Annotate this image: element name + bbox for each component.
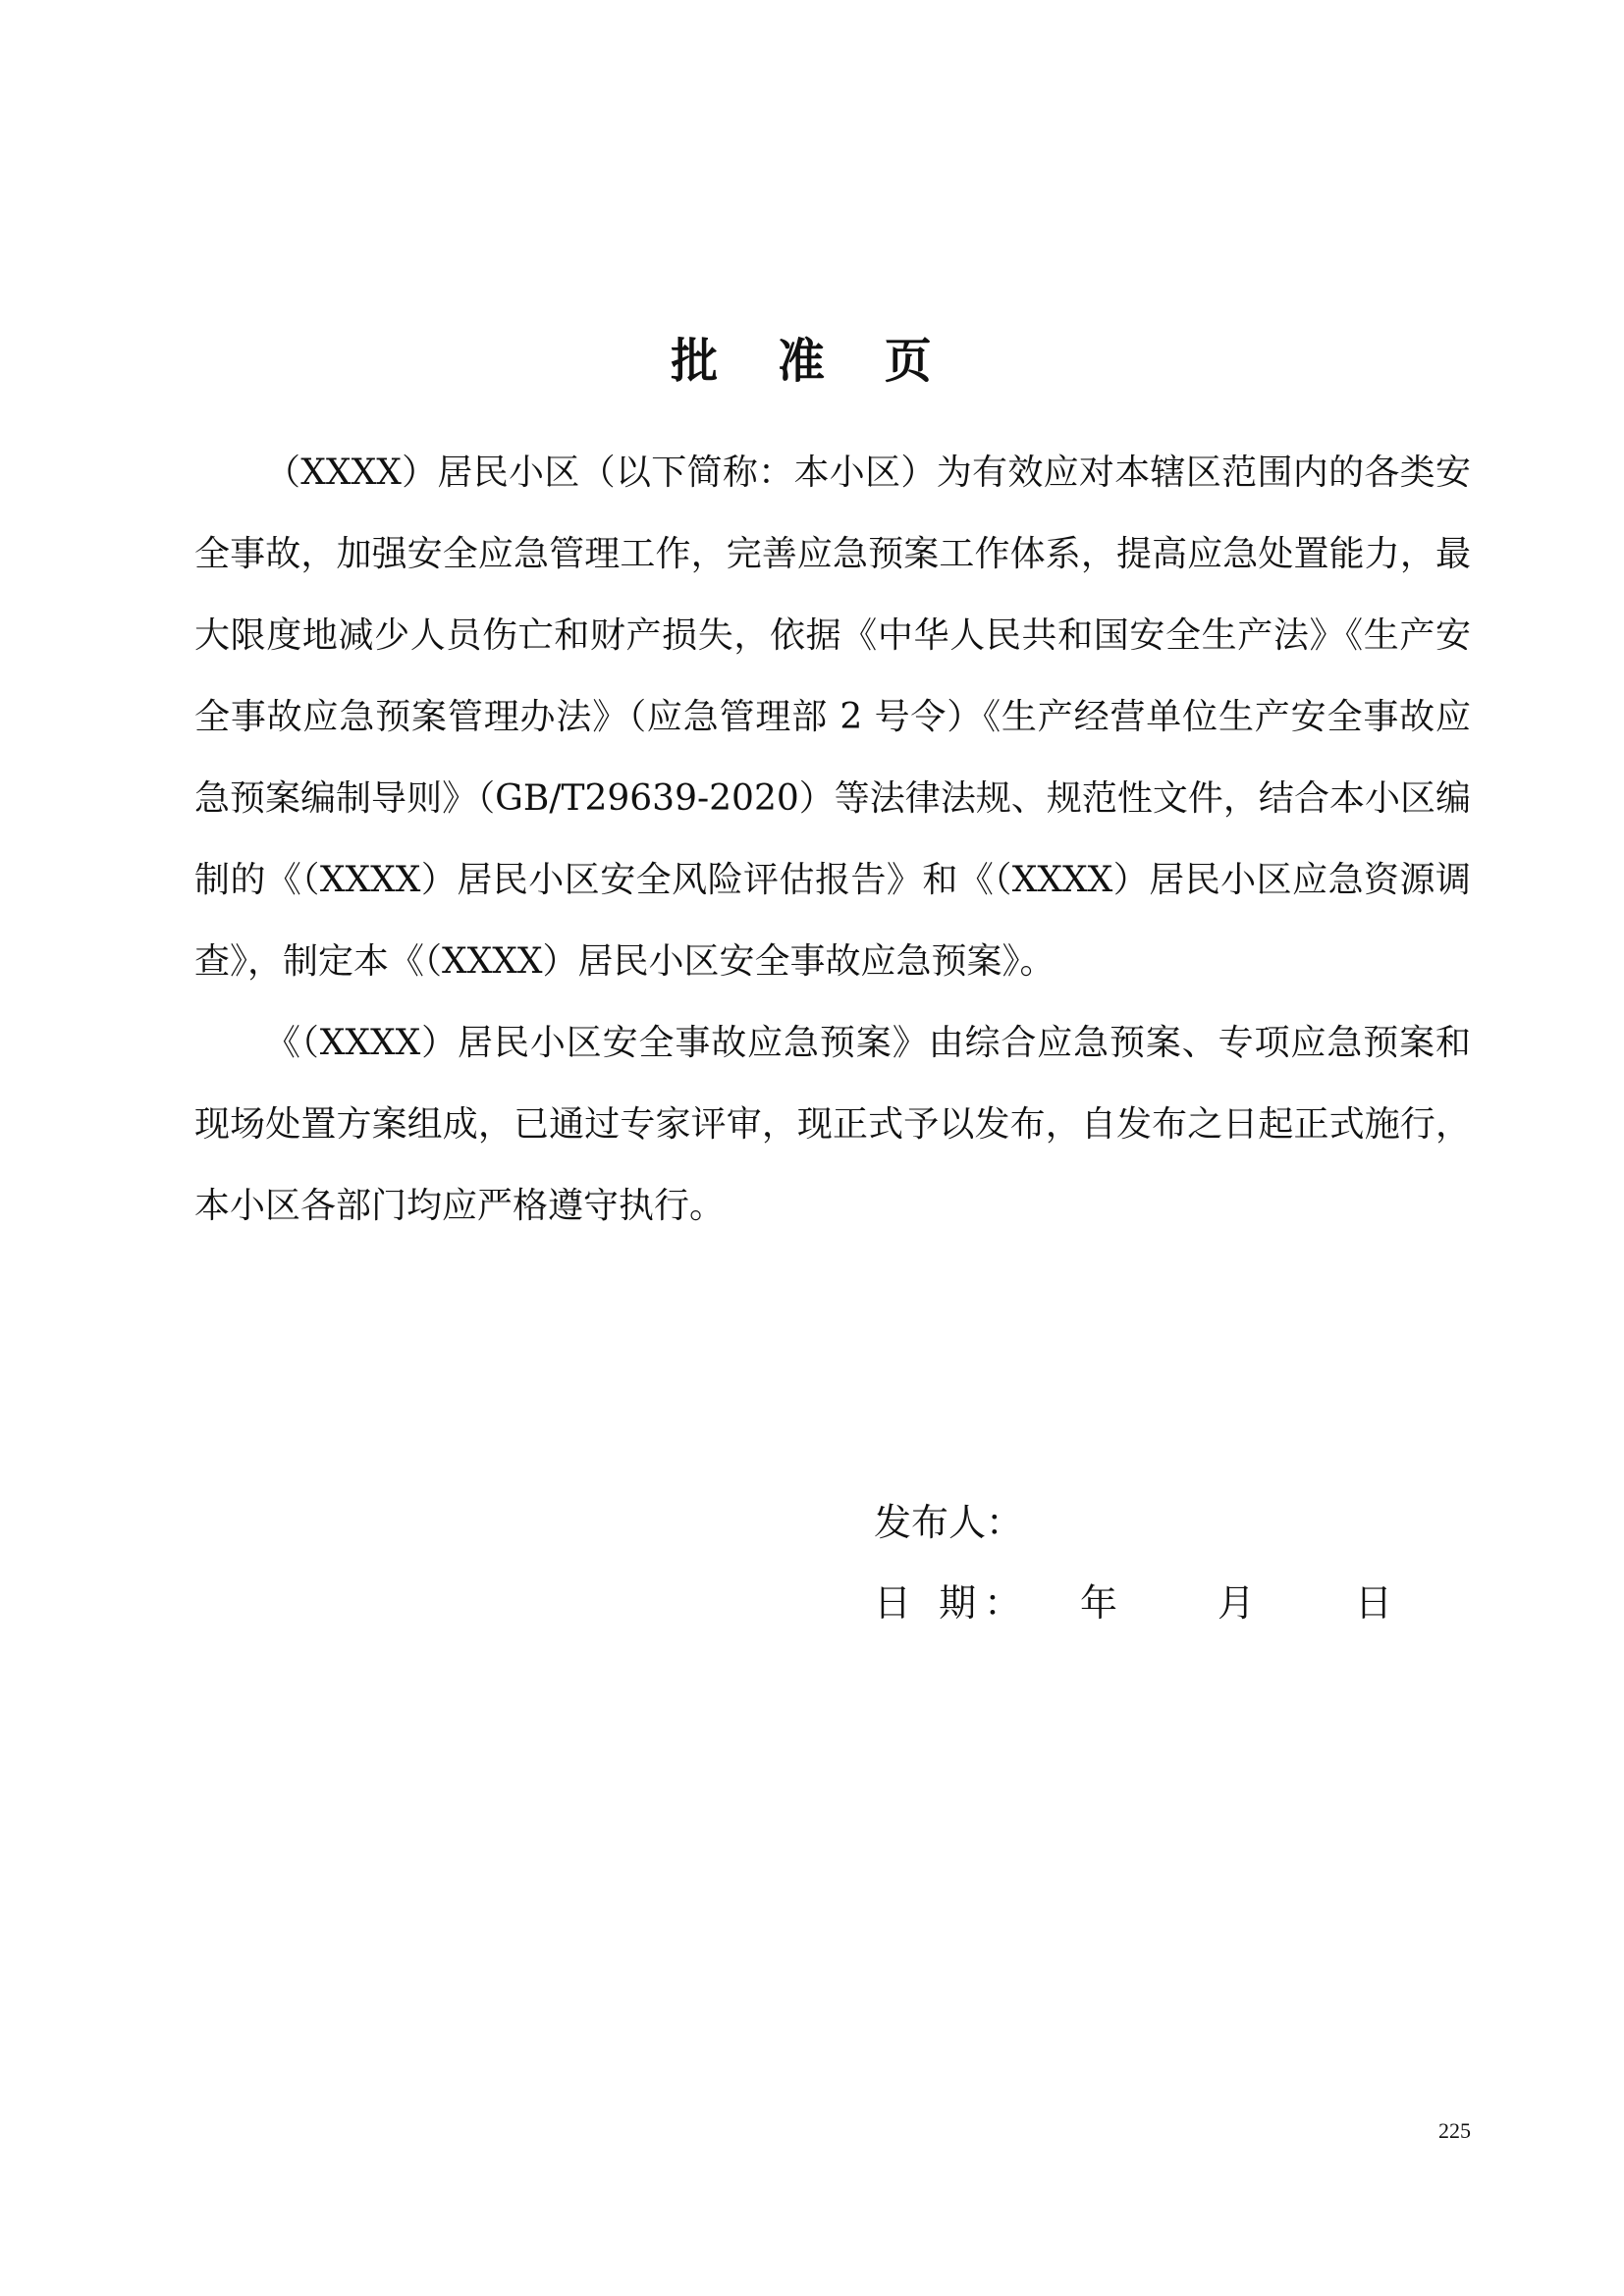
page-number: 225	[1438, 2118, 1471, 2143]
publisher-label: 发布人：	[874, 1501, 1024, 1544]
date-label: 日 期：	[874, 1581, 1030, 1625]
month-label: 月	[1218, 1581, 1256, 1625]
paragraph-intro: （XXXX）居民小区（以下简称：本小区）为有效应对本辖区范围内的各类安全事故，加强安全应急管理工作，完善应急预案工作体系，提高应急处置能力，最大限度地减少人员伤亡和财产损失，依据《中华人民共和国安全生产法》《生产安全事故应急预案管理办法》（应急管理部 2 号令）《生产经营单位生产安全事故应急预案编制导则》（GB/T29639-2020）等法律法规、规范性文件，结合本小区编制的《（XXXX）居民小区安全风险评估报告》和《（XXXX）居民小区应急资源调查》，制定本《（XXXX）居民小区安全事故应急预案》。	[194, 453, 1471, 982]
body-text	[194, 432, 1471, 1247]
year-label: 年	[1080, 1581, 1118, 1625]
day-label: 日	[1355, 1581, 1393, 1625]
date-row	[874, 1563, 1424, 1643]
paragraph-release: 《（XXXX）居民小区安全事故应急预案》由综合应急预案、专项应急预案和现场处置方案组成，已通过专家评审，现正式予以发布，自发布之日起正式施行，本小区各部门均应严格遵守执行。	[194, 1023, 1471, 1226]
page-title: 批 准 页	[671, 334, 953, 389]
signature-block	[874, 1482, 1424, 1643]
publisher-row	[874, 1482, 1424, 1563]
